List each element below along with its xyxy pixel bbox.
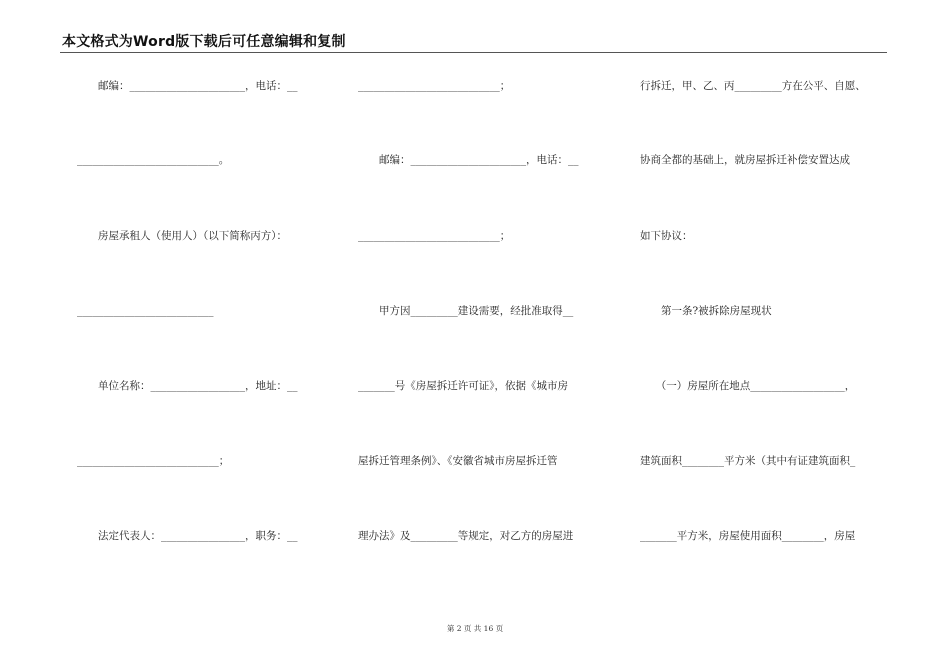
text-line: 房屋承租人（使用人）（以下简称丙方）： — [77, 230, 287, 242]
text-line: ___________________________； — [77, 455, 230, 467]
text-line: 理办法》及_________等规定，对乙方的房屋进 — [358, 530, 574, 542]
text-line: ___________________________； — [358, 80, 511, 92]
text-line: 行拆迁，甲、乙、丙_________方在公平、自愿、 — [640, 80, 866, 92]
text-line: 屋拆迁管理条例》、《安徽省城市房屋拆迁管 — [358, 455, 558, 467]
text-line: 协商全都的基础上，就房屋拆迁补偿安置达成 — [640, 154, 850, 166]
text-line: _______平方米，房屋使用面积________，房屋 — [640, 530, 856, 542]
text-line: （一）房屋所在地点__________________， — [640, 380, 856, 392]
text-line: 邮编：______________________，电话：__ — [358, 154, 579, 166]
page-number: 第 2 页 共 16 页 — [446, 624, 504, 633]
text-line: ___________________________。 — [77, 154, 230, 166]
text-line: ___________________________； — [358, 230, 511, 242]
text-line: __________________________ — [77, 305, 214, 317]
text-line: 建筑面积________平方米（其中有证建筑面积_ — [640, 455, 856, 467]
text-line: 邮编：______________________，电话：__ — [77, 80, 298, 92]
text-line: 第一条?被拆除房屋现状 — [640, 305, 772, 317]
document-header-title: 本文格式为Word版下载后可任意编辑和复制 — [62, 34, 346, 50]
text-line: 甲方因_________建设需要，经批准取得__ — [358, 305, 574, 317]
text-line: 单位名称：__________________，地址：__ — [77, 380, 298, 392]
header-divider — [60, 52, 887, 53]
text-line: 如下协议： — [640, 230, 693, 242]
text-line: _______号《房屋拆迁许可证》，依据《城市房 — [358, 380, 568, 392]
text-line: 法定代表人：________________，职务：__ — [77, 530, 298, 542]
